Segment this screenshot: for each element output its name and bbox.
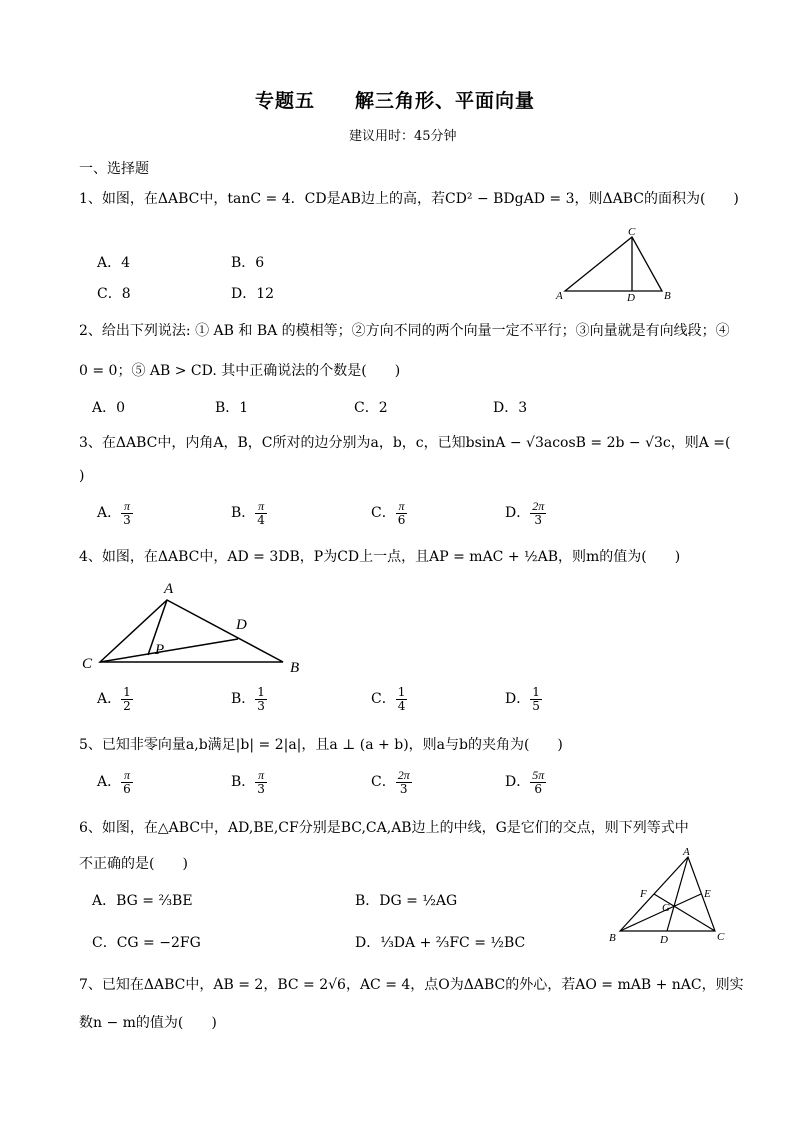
q1-label-a: A [556,290,563,302]
question-2-line2: 0 = 0；⑤ AB > CD. 其中正确说法的个数是( ) [79,363,401,379]
q4-option-d: D． $\frac{1}{5}$ [505,685,540,713]
section-heading: 一、选择题 [79,161,149,177]
q3-option-a: A． $\frac{\pi}{3}$ [97,499,131,527]
q5-option-a: A． $\frac{\pi}{6}$ [97,768,131,796]
question-7-line2: 数n − m的值为( ) [79,1015,217,1031]
q6-label-f: F [640,888,647,900]
q6-option-a: A．BG = ⅔BE [92,893,193,909]
question-6-line2: 不正确的是( ) [79,856,188,872]
question-7-line1: 7、已知在ΔABC中，AB = 2，BC = 2√6，AC = 4，点O为ΔABC的外心，若AO = mAB + nAC，则实 [79,977,744,993]
q1-label-d: D [627,292,635,304]
q4-label-p: P [155,642,165,658]
q6-label-b: B [609,932,616,944]
question-2-line1: 2、给出下列说法: ① AB 和 BA 的模相等；②方向不同的两个向量一定不平行；③向量就是有向线段；④ [79,323,730,339]
q4-label-b: B [290,660,300,676]
question-6-line1: 6、如图，在△ABC中，AD,BE,CF分别是BC,CA,AB边上的中线，G是它们的交点，则下列等式中 [79,820,689,836]
q6-option-b: B．DG = ½AG [355,893,458,909]
q4-option-a: A． $\frac{1}{2}$ [97,685,131,713]
q2-option-d: D．3 [493,400,528,416]
q4-triangle-figure [78,575,318,680]
question-3-line2: ) [79,468,85,484]
q2-option-a: A．0 [92,400,126,416]
q4-label-a: A [164,581,174,597]
q1-option-a: A．4 [97,255,131,271]
q6-option-d: D．⅓DA + ⅔FC = ½BC [355,935,526,951]
q2-option-c: C．2 [354,400,388,416]
q5-option-d: D． $\frac{5\pi}{6}$ [505,768,545,796]
question-1-text: 1、如图，在ΔABC中，tanC = 4．CD是AB边上的高，若CD² − BDgAD = 3，则ΔABC的面积为( ) [79,191,739,207]
q6-label-c: C [717,931,725,943]
q6-label-g: G [662,902,670,914]
q4-label-c: C [82,656,93,672]
q6-triangle-figure [600,845,730,945]
q3-option-b: B． $\frac{\pi}{4}$ [231,499,265,527]
q1-label-c: C [628,226,636,238]
q5-option-b: B． $\frac{\pi}{3}$ [231,768,265,796]
question-4-text: 4、如图，在ΔABC中，AD = 3DB，P为CD上一点，且AP = mAC + ½AB，则m的值为( ) [79,549,681,565]
question-5-text: 5、已知非零向量a,b满足|b| = 2|a|，且a ⊥ (a + b)，则a与b的夹角为( ) [79,737,563,753]
question-3-line1: 3、在ΔABC中，内角A，B，C所对的边分别为a，b，c，已知bsinA − √3acosB = 2b − √3c，则A =( [79,435,731,451]
q1-label-b: B [664,290,671,302]
q6-label-d: D [660,934,668,945]
suggested-time: 建议用时：45分钟 [349,129,457,144]
q5-option-c: C． $\frac{2\pi}{3}$ [371,768,410,796]
q4-label-d: D [236,617,247,633]
q6-option-c: C．CG = −2FG [92,935,201,951]
q2-option-b: B．1 [215,400,249,416]
q3-option-d: D． $\frac{2\pi}{3}$ [505,499,545,527]
q6-label-a: A [683,846,690,858]
q4-option-b: B． $\frac{1}{3}$ [231,685,265,713]
q1-option-c: C．8 [97,286,131,302]
q4-option-c: C． $\frac{1}{4}$ [371,685,406,713]
q1-triangle-figure [550,225,690,305]
q1-option-d: D．12 [231,286,275,302]
q6-label-e: E [704,888,711,900]
page-title: 专题五 解三角形、平面向量 [255,90,536,112]
q3-option-c: C． $\frac{\pi}{6}$ [371,499,406,527]
q1-option-b: B．6 [231,255,265,271]
